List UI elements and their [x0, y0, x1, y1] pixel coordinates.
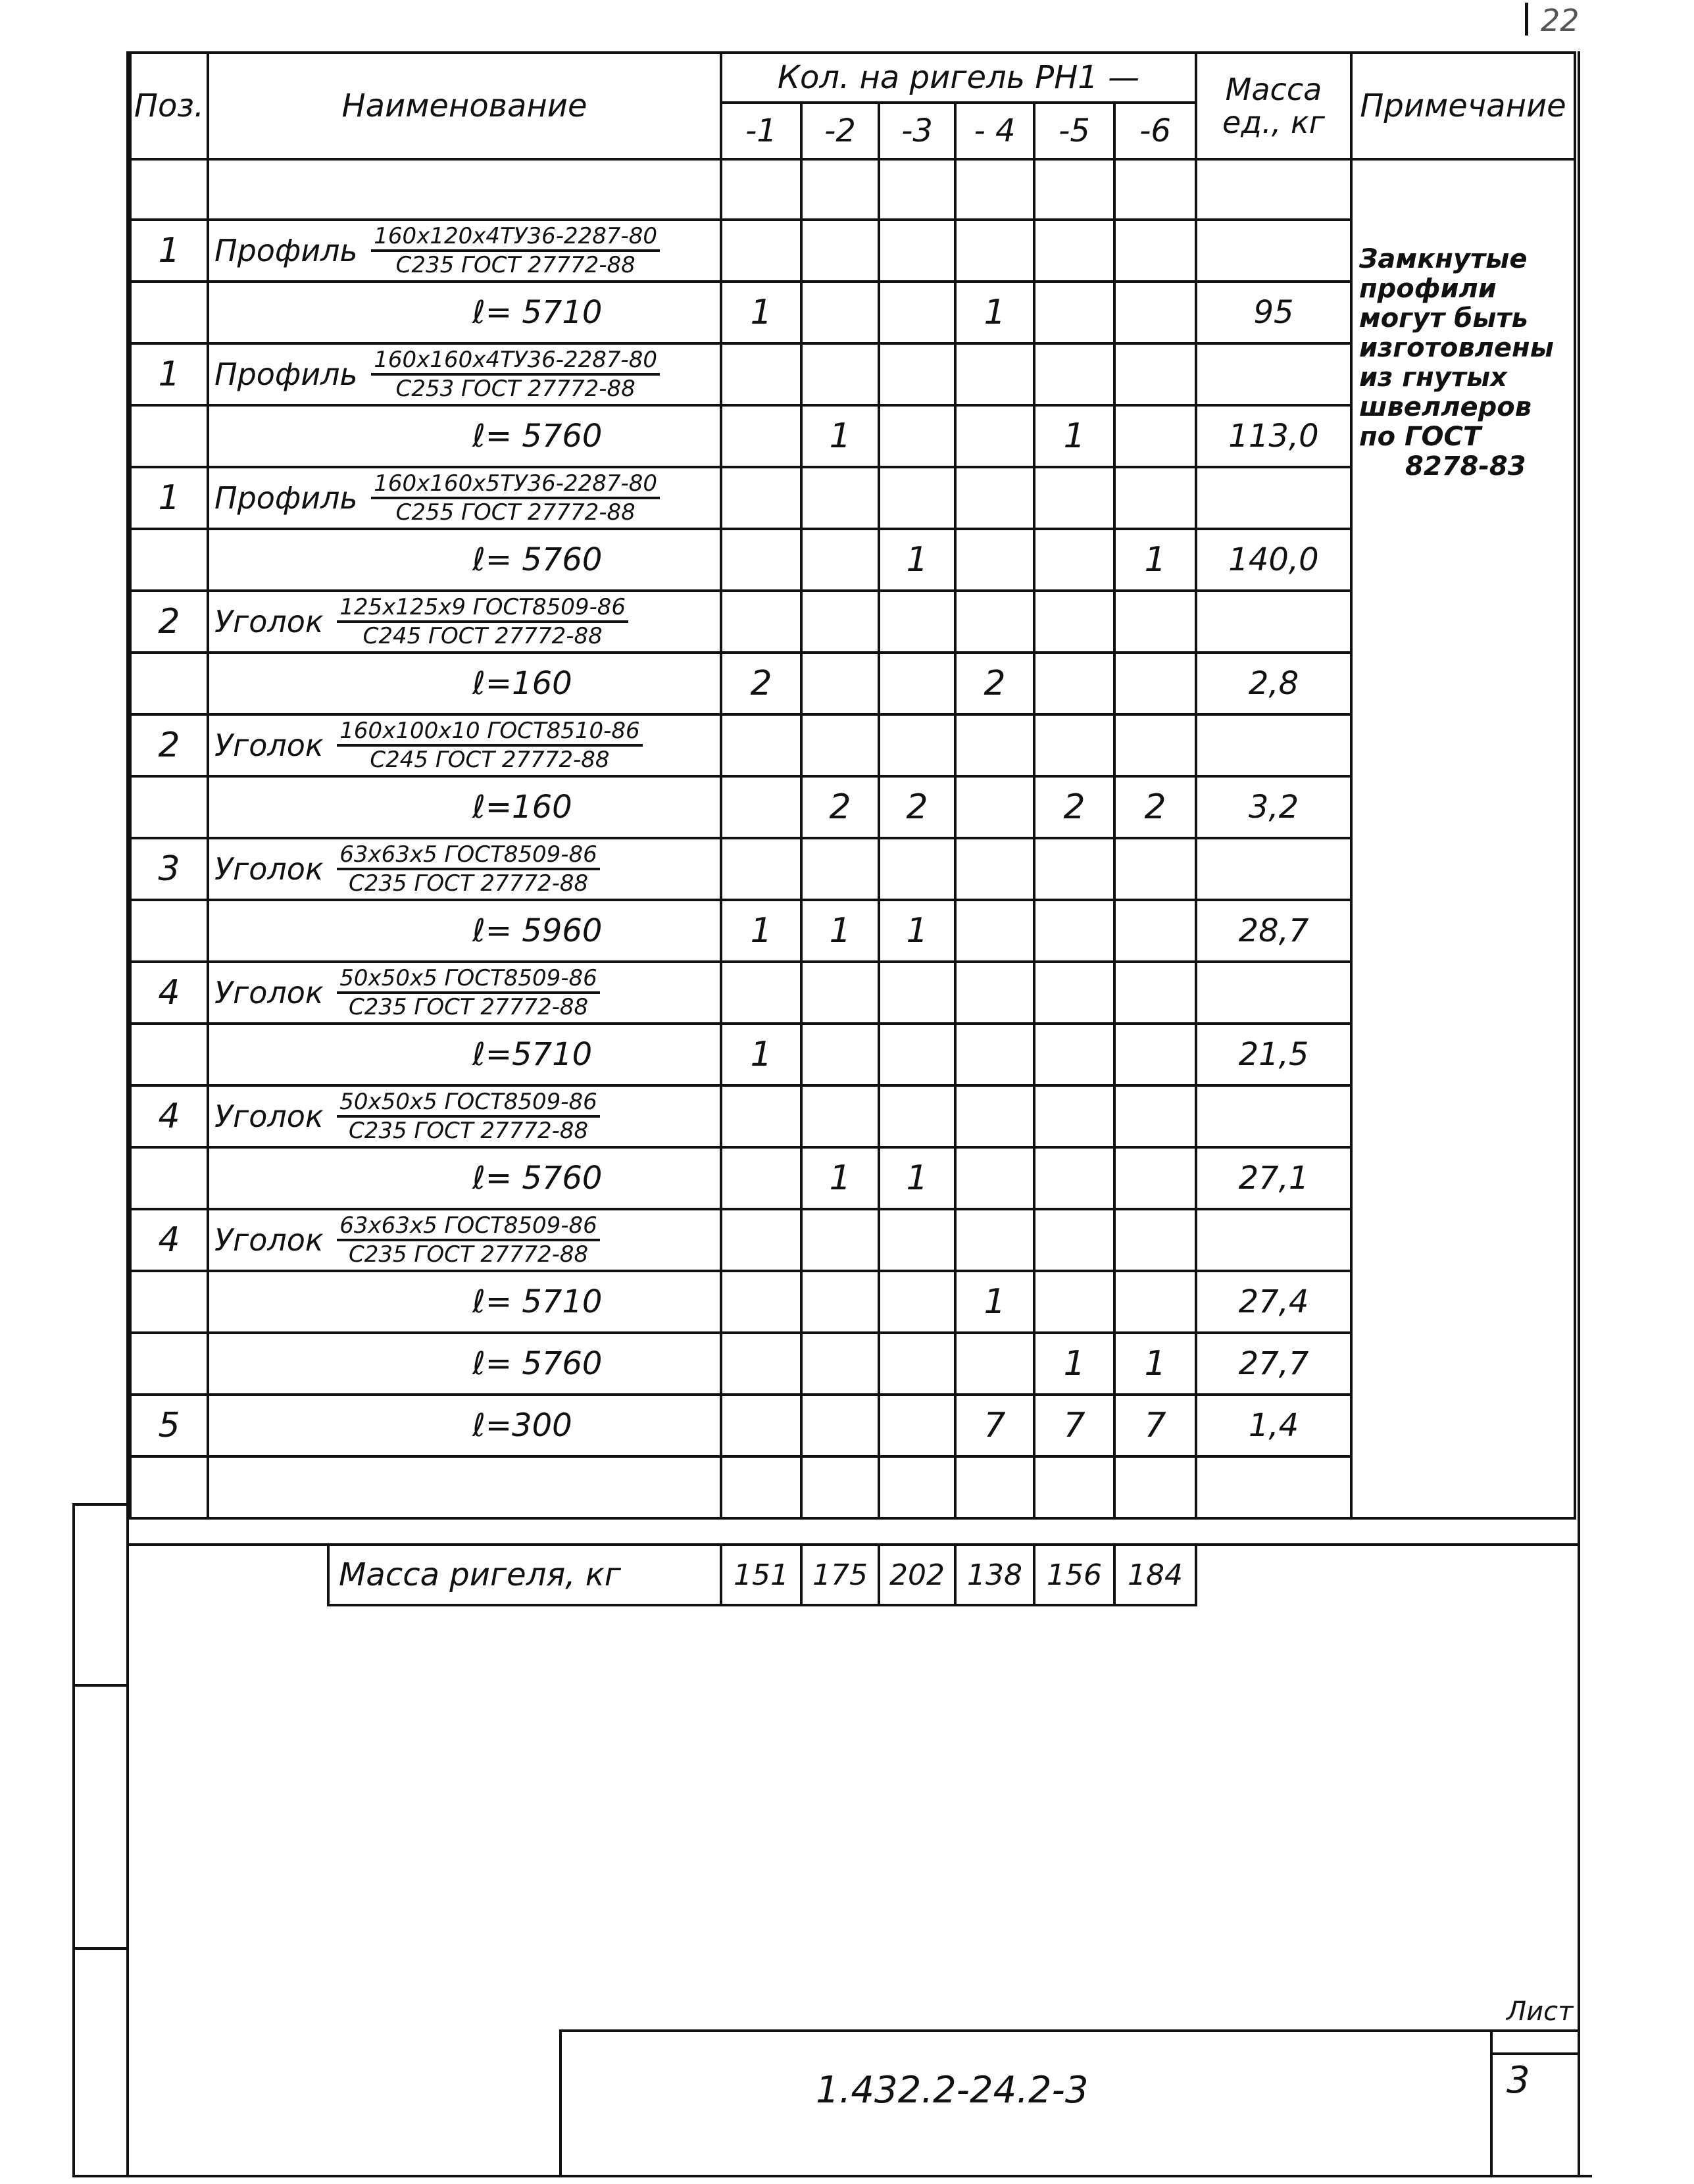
- item-name: Уголок: [214, 851, 324, 887]
- row-length: ℓ= 5760: [208, 529, 721, 591]
- stamp-top-line: [559, 2029, 1580, 2032]
- side-strip-outer: [72, 1503, 75, 2177]
- item-spec: [371, 223, 660, 278]
- item-spec: [371, 470, 660, 526]
- qty-cell: [801, 529, 879, 591]
- header-name: Наименование: [208, 53, 721, 159]
- mass-cell: 27,7: [1196, 1333, 1351, 1395]
- row-length: ℓ=160: [208, 776, 721, 838]
- item-name: Уголок: [214, 1099, 324, 1134]
- qty-cell: [955, 405, 1034, 467]
- mass-cell: 28,7: [1196, 900, 1351, 962]
- mass-cell: 3,2: [1196, 776, 1351, 838]
- qty-cell: 2: [1114, 776, 1196, 838]
- mass-cell: 27,1: [1196, 1147, 1351, 1209]
- header-mass-line2: ед., кг: [1222, 105, 1325, 140]
- totals-label: Масса ригеля, кг: [328, 1546, 721, 1605]
- qty-cell: [721, 1147, 801, 1209]
- qty-cell: 1: [879, 1147, 955, 1209]
- qty-cell: 2: [1034, 776, 1114, 838]
- qty-cell: [955, 1333, 1034, 1395]
- row-pos: 5: [130, 1395, 208, 1456]
- qty-cell: [801, 1395, 879, 1456]
- note-line: Замкнутые: [1359, 244, 1528, 274]
- table-row-empty: [130, 159, 1575, 220]
- spec-bottom: С235 ГОСТ 27772-88: [348, 1118, 589, 1144]
- spec-bottom: С245 ГОСТ 27772-88: [370, 747, 610, 773]
- note-line: могут быть: [1359, 303, 1528, 334]
- row-pos: 4: [130, 1209, 208, 1271]
- item-name: Профиль: [214, 357, 358, 392]
- spec-bottom: С235 ГОСТ 27772-88: [348, 870, 589, 897]
- qty-cell: 1: [955, 282, 1034, 343]
- row-length: ℓ= 5760: [208, 405, 721, 467]
- frame-left-line: [126, 51, 129, 2177]
- header-qty-group: Кол. на ригель РН1 —: [721, 53, 1196, 103]
- qty-cell: [1034, 529, 1114, 591]
- note-line: 8278-83: [1405, 451, 1526, 482]
- item-spec: [337, 841, 599, 897]
- frame-bottom-line: [72, 2175, 1592, 2177]
- qty-cell: [1034, 1271, 1114, 1333]
- item-name: Профиль: [214, 233, 358, 268]
- frame-totals-divider: [126, 1543, 1580, 1546]
- header-mass-line1: Масса: [1225, 72, 1322, 107]
- header-variant: -2: [801, 103, 879, 159]
- mass-cell: 27,4: [1196, 1271, 1351, 1333]
- spec-top: 160х120х4ТУ36-2287-80: [371, 223, 660, 252]
- qty-cell: [879, 1024, 955, 1085]
- note-line: из гнутых: [1359, 362, 1507, 393]
- stamp-sheet-hline: [1490, 2052, 1580, 2055]
- qty-cell: [1114, 653, 1196, 714]
- qty-cell: [801, 1024, 879, 1085]
- qty-cell: [721, 776, 801, 838]
- note-line: изготовлены: [1359, 333, 1554, 363]
- spec-bottom: С235 ГОСТ 27772-88: [348, 994, 589, 1020]
- item-name: Уголок: [214, 1222, 324, 1258]
- qty-cell: [1114, 405, 1196, 467]
- row-name: [208, 591, 721, 653]
- spec-top: 50х50х5 ГОСТ8509-86: [337, 965, 599, 994]
- qty-cell: 1: [879, 529, 955, 591]
- qty-cell: 7: [1034, 1395, 1114, 1456]
- qty-cell: [879, 405, 955, 467]
- qty-cell: [1034, 1147, 1114, 1209]
- sheet-label: Лист: [1507, 1997, 1574, 2027]
- side-strip-divider: [72, 1947, 129, 1950]
- qty-cell: [1034, 653, 1114, 714]
- qty-cell: 1: [955, 1271, 1034, 1333]
- qty-cell: 1: [721, 282, 801, 343]
- totals-value: 138: [955, 1546, 1034, 1605]
- item-spec: [337, 965, 599, 1020]
- item-name: Уголок: [214, 975, 324, 1010]
- spec-top: 50х50х5 ГОСТ8509-86: [337, 1089, 599, 1118]
- qty-cell: 7: [955, 1395, 1034, 1456]
- spec-bottom: С245 ГОСТ 27772-88: [362, 623, 603, 649]
- qty-cell: 1: [1034, 1333, 1114, 1395]
- row-pos: 2: [130, 714, 208, 776]
- spec-top: 160х160х4ТУ36-2287-80: [371, 347, 660, 376]
- row-length: ℓ= 5760: [208, 1147, 721, 1209]
- item-spec: [337, 1212, 599, 1268]
- row-name: [208, 838, 721, 900]
- qty-cell: 2: [721, 653, 801, 714]
- row-pos: 4: [130, 962, 208, 1024]
- row-length: ℓ= 5960: [208, 900, 721, 962]
- mass-cell: 95: [1196, 282, 1351, 343]
- row-pos: 1: [130, 220, 208, 282]
- qty-cell: 2: [801, 776, 879, 838]
- row-length: ℓ= 5710: [208, 282, 721, 343]
- note-line: швеллеров: [1359, 392, 1532, 422]
- qty-cell: [879, 1271, 955, 1333]
- spec-bottom: С255 ГОСТ 27772-88: [395, 499, 635, 526]
- row-pos: 2: [130, 591, 208, 653]
- header-note: Примечание: [1351, 53, 1575, 159]
- qty-cell: [721, 405, 801, 467]
- qty-cell: [801, 282, 879, 343]
- row-name: [208, 1085, 721, 1147]
- row-length: ℓ= 5710: [208, 1271, 721, 1333]
- qty-cell: [1034, 1024, 1114, 1085]
- qty-cell: [1114, 282, 1196, 343]
- qty-cell: [879, 1395, 955, 1456]
- qty-cell: [879, 653, 955, 714]
- qty-cell: [955, 1147, 1034, 1209]
- item-name: Уголок: [214, 604, 324, 639]
- qty-cell: 1: [801, 405, 879, 467]
- item-spec: [371, 347, 660, 402]
- qty-cell: [1114, 1024, 1196, 1085]
- qty-cell: 1: [1114, 1333, 1196, 1395]
- stamp-left-line: [559, 2029, 562, 2177]
- page-corner-mark: [1525, 3, 1528, 36]
- item-spec: [337, 594, 628, 649]
- note-line: по ГОСТ: [1359, 422, 1482, 452]
- totals-value: 175: [801, 1546, 879, 1605]
- document-code: 1.432.2-24.2-3: [816, 2069, 1089, 2112]
- note-cell: [1351, 159, 1575, 1518]
- spec-top: 160х100х10 ГОСТ8510-86: [337, 718, 642, 747]
- qty-cell: [1114, 1147, 1196, 1209]
- qty-cell: 1: [801, 1147, 879, 1209]
- header-variant: -6: [1114, 103, 1196, 159]
- qty-cell: 1: [1034, 405, 1114, 467]
- row-length: ℓ=160: [208, 653, 721, 714]
- note-line: профили: [1359, 274, 1497, 304]
- spec-bottom: С235 ГОСТ 27772-88: [395, 252, 635, 278]
- qty-cell: [721, 1271, 801, 1333]
- qty-cell: [955, 776, 1034, 838]
- row-name: [208, 1209, 721, 1271]
- spec-top: 63х63х5 ГОСТ8509-86: [337, 1212, 599, 1241]
- mass-cell: 1,4: [1196, 1395, 1351, 1456]
- item-name: Уголок: [214, 728, 324, 763]
- totals-value: 202: [879, 1546, 955, 1605]
- spec-top: 160х160х5ТУ36-2287-80: [371, 470, 660, 499]
- side-strip-divider: [72, 1684, 129, 1687]
- qty-cell: [1114, 900, 1196, 962]
- header-variant: -1: [721, 103, 801, 159]
- header-variant: -5: [1034, 103, 1114, 159]
- row-length: ℓ= 5760: [208, 1333, 721, 1395]
- row-length: ℓ=5710: [208, 1024, 721, 1085]
- qty-cell: [801, 1333, 879, 1395]
- sheet-number: 3: [1507, 2059, 1530, 2102]
- totals-value: 151: [721, 1546, 801, 1605]
- qty-cell: 1: [801, 900, 879, 962]
- spec-bottom: С235 ГОСТ 27772-88: [348, 1241, 589, 1268]
- qty-cell: [801, 1271, 879, 1333]
- header-variant: - 4: [955, 103, 1034, 159]
- row-name: [208, 343, 721, 405]
- header-variant: -3: [879, 103, 955, 159]
- qty-cell: [721, 1333, 801, 1395]
- specification-table: [129, 51, 1576, 1520]
- qty-cell: 1: [879, 900, 955, 962]
- qty-cell: [801, 653, 879, 714]
- totals-value: 156: [1034, 1546, 1114, 1605]
- qty-cell: [879, 1333, 955, 1395]
- qty-cell: [1034, 282, 1114, 343]
- qty-cell: [955, 1024, 1034, 1085]
- side-strip-top: [72, 1503, 129, 1506]
- totals-value: 184: [1114, 1546, 1196, 1605]
- row-length: ℓ=300: [208, 1395, 721, 1456]
- qty-cell: [721, 1395, 801, 1456]
- qty-cell: 2: [955, 653, 1034, 714]
- spec-top: 125х125х9 ГОСТ8509-86: [337, 594, 628, 623]
- item-name: Профиль: [214, 480, 358, 516]
- row-pos: 1: [130, 343, 208, 405]
- qty-cell: [1114, 1271, 1196, 1333]
- qty-cell: [721, 529, 801, 591]
- row-name: [208, 220, 721, 282]
- row-name: [208, 467, 721, 529]
- row-pos: 1: [130, 467, 208, 529]
- qty-cell: [879, 282, 955, 343]
- item-spec: [337, 718, 642, 773]
- mass-cell: 21,5: [1196, 1024, 1351, 1085]
- header-mass: [1196, 53, 1351, 159]
- spec-bottom: С253 ГОСТ 27772-88: [395, 376, 635, 402]
- mass-cell: 140,0: [1196, 529, 1351, 591]
- qty-cell: [1034, 900, 1114, 962]
- header-pos: Поз.: [130, 53, 208, 159]
- item-spec: [337, 1089, 599, 1144]
- qty-cell: 7: [1114, 1395, 1196, 1456]
- frame-right-line: [1578, 51, 1580, 2177]
- spec-top: 63х63х5 ГОСТ8509-86: [337, 841, 599, 870]
- qty-cell: 1: [721, 900, 801, 962]
- row-pos: 4: [130, 1085, 208, 1147]
- qty-cell: [955, 529, 1034, 591]
- qty-cell: 1: [721, 1024, 801, 1085]
- totals-table: [327, 1546, 1197, 1606]
- row-name: [208, 714, 721, 776]
- mass-cell: 2,8: [1196, 653, 1351, 714]
- row-pos: 3: [130, 838, 208, 900]
- mass-cell: 113,0: [1196, 405, 1351, 467]
- qty-cell: [955, 900, 1034, 962]
- qty-cell: 1: [1114, 529, 1196, 591]
- page-number: 22: [1541, 3, 1580, 38]
- stamp-sheet-divider: [1490, 2029, 1493, 2177]
- row-name: [208, 962, 721, 1024]
- qty-cell: 2: [879, 776, 955, 838]
